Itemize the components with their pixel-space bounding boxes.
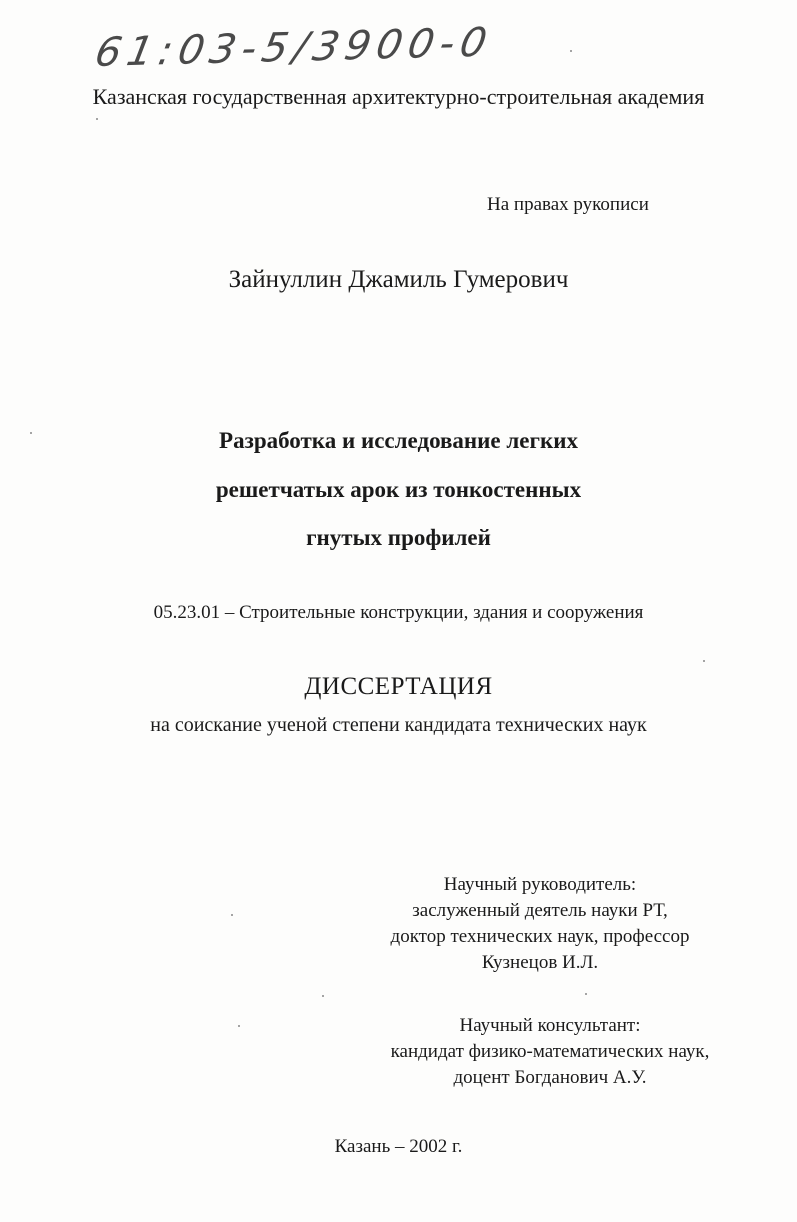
thesis-title-line-3: гнутых профилей bbox=[306, 525, 491, 550]
supervisor-title-2: доктор технических наук, профессор bbox=[390, 926, 690, 947]
place-and-year: Казань – 2002 г. bbox=[334, 1136, 463, 1157]
supervisor-block bbox=[370, 872, 710, 976]
consultant-title: кандидат физико-математических наук, bbox=[390, 1041, 710, 1062]
scan-speck bbox=[703, 660, 705, 662]
degree-description: на соискание ученой степени кандидата технических наук bbox=[150, 714, 647, 736]
handwritten-catalog-number: 61:03-5/3900-0 bbox=[91, 19, 497, 76]
rights-note: На правах рукописи bbox=[487, 194, 649, 215]
scan-speck bbox=[585, 993, 587, 995]
document-type: ДИССЕРТАЦИЯ bbox=[304, 673, 493, 700]
thesis-title-line-2: решетчатых арок из тонкостенных bbox=[215, 477, 582, 502]
author-name: Зайнуллин Джамиль Гумерович bbox=[228, 266, 569, 293]
scan-speck bbox=[30, 432, 32, 434]
supervisor-title-1: заслуженный деятель науки РТ, bbox=[412, 900, 668, 921]
supervisor-name: Кузнецов И.Л. bbox=[481, 952, 599, 973]
specialty-code: 05.23.01 – Строительные конструкции, здания и сооружения bbox=[153, 602, 644, 623]
scan-speck bbox=[238, 1025, 240, 1027]
scan-speck bbox=[231, 914, 233, 916]
thesis-title-line-1: Разработка и исследование легких bbox=[219, 428, 578, 453]
supervisor-heading: Научный руководитель: bbox=[443, 874, 637, 895]
academy-name: Казанская государственная архитектурно-строительная академия bbox=[92, 84, 705, 109]
consultant-name: доцент Богданович А.У. bbox=[453, 1067, 647, 1088]
scan-speck bbox=[322, 995, 324, 997]
consultant-heading: Научный консультант: bbox=[459, 1015, 641, 1036]
consultant-block bbox=[365, 1013, 735, 1091]
scan-speck bbox=[570, 50, 572, 52]
scan-speck bbox=[96, 118, 98, 120]
